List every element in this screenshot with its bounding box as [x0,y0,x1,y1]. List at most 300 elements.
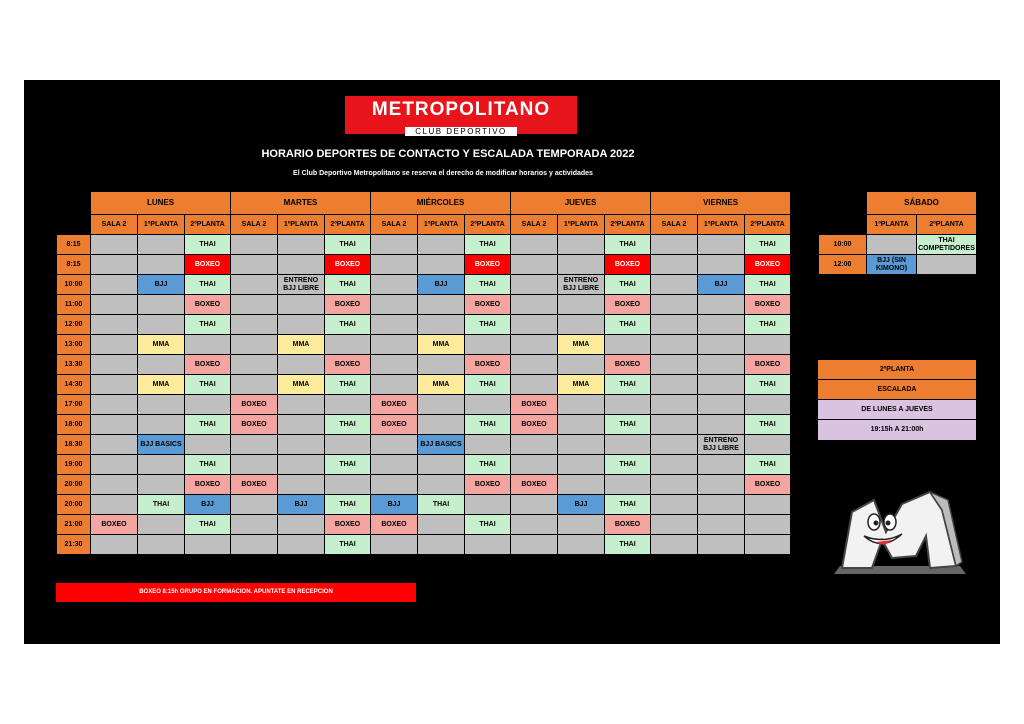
escalada-days: DE LUNES A JUEVES [818,400,976,420]
room-header: 2ºPLANTA [325,215,371,235]
schedule-cell: BOXEO [325,295,371,315]
schedule-cell [698,295,745,315]
schedule-cell [558,235,605,255]
schedule-cell [465,535,511,555]
schedule-cell [371,355,418,375]
schedule-cell [558,515,605,535]
schedule-cell [651,455,698,475]
schedule-cell: BJJ [185,495,231,515]
schedule-cell: BOXEO [185,295,231,315]
page-title: HORARIO DEPORTES DE CONTACTO Y ESCALADA TEMPORADA 2022 [261,148,635,160]
schedule-cell: THAI [325,315,371,335]
schedule-cell [651,515,698,535]
schedule-cell [418,415,465,435]
schedule-cell: BOXEO [465,475,511,495]
schedule-cell: THAI [745,275,791,295]
schedule-cell [605,435,651,455]
schedule-row [57,495,791,515]
escalada-box [818,360,976,440]
escalada-floor: 2ºPLANTA [818,360,976,380]
schedule-cell [558,415,605,435]
time-slot-label: 20:00 [57,475,91,495]
schedule-cell [231,515,278,535]
schedule-cell: THAI [605,495,651,515]
room-header: 1ºPLANTA [558,215,605,235]
schedule-cell [558,455,605,475]
schedule-cell: BJJ [698,275,745,295]
schedule-cell [698,335,745,355]
time-slot-label: 19:00 [57,455,91,475]
schedule-cell [698,475,745,495]
schedule-cell [231,315,278,335]
schedule-cell: THAI [605,455,651,475]
schedule-cell: THAI [325,375,371,395]
schedule-cell [91,335,138,355]
schedule-cell: THAI [605,275,651,295]
schedule-cell [511,515,558,535]
schedule-cell [278,355,325,375]
boxeo-notice-banner: BOXEO 8:15h GRUPO EN FORMACION. APUNTATE EN RECEPCION [56,583,416,602]
room-header: 2ºPLANTA [465,215,511,235]
schedule-cell: BOXEO [745,255,791,275]
schedule-cell: THAI [325,275,371,295]
schedule-cell [418,315,465,335]
schedule-cell: BOXEO [745,295,791,315]
schedule-cell [745,535,791,555]
schedule-cell [138,255,185,275]
schedule-cell: THAI [325,235,371,255]
schedule-cell: BOXEO [511,475,558,495]
schedule-cell: THAI [465,315,511,335]
smiling-letter-m-mascot-icon [830,470,970,580]
schedule-row [57,415,791,435]
time-slot-label: 21:00 [57,515,91,535]
schedule-cell: BJJ [418,275,465,295]
logo-name: METROPOLITANO [371,99,551,120]
schedule-cell [91,495,138,515]
schedule-cell [511,315,558,335]
schedule-cell: THAI COMPETIDORES [917,235,977,255]
saturday-row [819,255,977,275]
schedule-row [57,535,791,555]
schedule-cell: BOXEO [325,255,371,275]
schedule-cell [651,335,698,355]
room-header: SALA 2 [231,215,278,235]
schedule-row [57,235,791,255]
schedule-cell [698,315,745,335]
schedule-cell: MMA [558,335,605,355]
schedule-cell [91,375,138,395]
time-slot-label: 18:00 [57,415,91,435]
schedule-cell: THAI [465,455,511,475]
schedule-cell [325,395,371,415]
schedule-cell [558,535,605,555]
schedule-cell [138,475,185,495]
room-header: 1ºPLANTA [867,215,917,235]
schedule-cell [91,435,138,455]
schedule-cell [558,355,605,375]
schedule-cell [558,315,605,335]
schedule-cell [371,315,418,335]
schedule-cell [511,455,558,475]
schedule-cell [91,275,138,295]
schedule-cell [511,335,558,355]
schedule-cell [371,475,418,495]
schedule-cell [231,535,278,555]
schedule-cell: BOXEO [605,515,651,535]
schedule-cell: MMA [558,375,605,395]
schedule-cell [231,435,278,455]
schedule-cell: THAI [745,455,791,475]
schedule-cell [278,435,325,455]
schedule-cell [511,375,558,395]
schedule-cell [138,395,185,415]
schedule-row [57,515,791,535]
day-header-lunes: LUNES [91,192,231,215]
schedule-row [57,295,791,315]
schedule-cell: THAI [325,535,371,555]
schedule-cell: THAI [325,495,371,515]
schedule-cell [698,375,745,395]
time-slot-label: 11:00 [57,295,91,315]
schedule-row [57,255,791,275]
time-slot-label: 8:15 [57,255,91,275]
schedule-row [57,475,791,495]
schedule-cell [651,395,698,415]
schedule-cell [511,295,558,315]
time-slot-label: 17:00 [57,395,91,415]
schedule-cell [698,415,745,435]
schedule-cell [231,255,278,275]
logo-tagline: CLUB DEPORTIVO [405,127,517,136]
schedule-cell [651,355,698,375]
schedule-cell: MMA [278,335,325,355]
room-header: 1ºPLANTA [418,215,465,235]
schedule-cell [418,255,465,275]
schedule-cell [278,455,325,475]
schedule-cell [231,455,278,475]
schedule-cell [91,235,138,255]
schedule-cell [418,475,465,495]
time-slot-label: 21:30 [57,535,91,555]
schedule-cell: BJJ [138,275,185,295]
schedule-cell [605,395,651,415]
schedule-cell [278,515,325,535]
schedule-cell [231,235,278,255]
schedule-cell [278,295,325,315]
schedule-cell [371,435,418,455]
schedule-cell: BOXEO [745,355,791,375]
time-slot-label: 12:00 [819,255,867,275]
room-header: SALA 2 [651,215,698,235]
time-slot-label: 14:30 [57,375,91,395]
schedule-cell [418,295,465,315]
schedule-row [57,315,791,335]
schedule-cell [418,535,465,555]
schedule-row [57,275,791,295]
schedule-cell: BOXEO [605,355,651,375]
schedule-cell [698,535,745,555]
schedule-cell: ENTRENO BJJ LIBRE [558,275,605,295]
time-slot-label: 13:30 [57,355,91,375]
schedule-row [57,375,791,395]
schedule-cell [558,295,605,315]
schedule-cell: MMA [138,375,185,395]
schedule-cell: THAI [745,315,791,335]
day-header-martes: MARTES [231,192,371,215]
schedule-cell: BOXEO [325,355,371,375]
schedule-cell: THAI [605,535,651,555]
schedule-cell: THAI [605,415,651,435]
schedule-row [57,355,791,375]
schedule-cell [698,395,745,415]
schedule-cell: BOXEO [371,395,418,415]
schedule-cell [91,475,138,495]
schedule-cell [91,415,138,435]
schedule-cell [511,495,558,515]
schedule-cell: THAI [185,415,231,435]
schedule-cell: THAI [185,315,231,335]
schedule-cell [278,535,325,555]
schedule-cell: THAI [185,375,231,395]
schedule-cell: BOXEO [465,355,511,375]
schedule-cell [745,435,791,455]
schedule-cell [418,455,465,475]
schedule-row [57,395,791,415]
room-header: 2ºPLANTA [745,215,791,235]
schedule-cell [371,375,418,395]
schedule-cell [465,395,511,415]
schedule-cell: BOXEO [185,475,231,495]
saturday-schedule-table [818,191,977,275]
schedule-cell: BOXEO [745,475,791,495]
schedule-cell [465,335,511,355]
schedule-cell [371,535,418,555]
schedule-cell [278,395,325,415]
schedule-cell [558,395,605,415]
schedule-cell [651,315,698,335]
schedule-cell: THAI [605,315,651,335]
weekday-schedule-table [56,191,791,555]
schedule-cell [91,315,138,335]
schedule-cell [418,355,465,375]
day-header-sabado: SÁBADO [867,192,977,215]
schedule-cell: ENTRENO BJJ LIBRE [698,435,745,455]
room-header: 2ºPLANTA [917,215,977,235]
schedule-cell [371,455,418,475]
schedule-cell [371,235,418,255]
schedule-cell [231,495,278,515]
saturday-row [819,235,977,255]
schedule-cell: THAI [138,495,185,515]
schedule-cell: BOXEO [605,255,651,275]
schedule-cell [91,455,138,475]
schedule-cell [698,235,745,255]
schedule-cell: THAI [185,235,231,255]
schedule-cell [651,275,698,295]
schedule-cell [511,275,558,295]
schedule-cell [231,295,278,315]
schedule-cell [651,255,698,275]
schedule-cell [745,495,791,515]
schedule-cell: BJJ BASICS [138,435,185,455]
room-header: SALA 2 [371,215,418,235]
schedule-cell: THAI [465,375,511,395]
schedule-cell: THAI [745,235,791,255]
schedule-cell: THAI [465,515,511,535]
schedule-cell [371,255,418,275]
schedule-cell [185,535,231,555]
schedule-cell: BOXEO [185,355,231,375]
schedule-cell [698,455,745,475]
schedule-cell [745,515,791,535]
schedule-cell [698,515,745,535]
schedule-cell [325,335,371,355]
escalada-hours: 19:15h A 21:00h [818,420,976,440]
schedule-cell [418,395,465,415]
schedule-cell [418,235,465,255]
schedule-cell [511,535,558,555]
schedule-cell: THAI [745,375,791,395]
schedule-cell: MMA [418,335,465,355]
schedule-cell: THAI [745,415,791,435]
schedule-cell [605,475,651,495]
day-header-jueves: JUEVES [511,192,651,215]
schedule-cell [558,435,605,455]
schedule-cell: BOXEO [231,475,278,495]
schedule-cell [278,315,325,335]
room-header: 1ºPLANTA [278,215,325,235]
schedule-cell: THAI [185,455,231,475]
schedule-cell: BOXEO [371,515,418,535]
schedule-cell [138,415,185,435]
schedule-cell [511,235,558,255]
schedule-cell [231,275,278,295]
schedule-cell [698,255,745,275]
schedule-cell: ENTRENO BJJ LIBRE [278,275,325,295]
schedule-cell [511,255,558,275]
schedule-cell: BOXEO [511,415,558,435]
schedule-cell [511,355,558,375]
schedule-row [57,335,791,355]
schedule-cell [91,255,138,275]
schedule-cell [185,395,231,415]
schedule-cell [325,475,371,495]
schedule-cell [185,335,231,355]
schedule-cell [91,355,138,375]
schedule-cell [138,355,185,375]
schedule-cell [651,535,698,555]
schedule-cell [278,415,325,435]
schedule-cell: THAI [605,235,651,255]
schedule-cell: THAI [418,495,465,515]
time-slot-label: 13:00 [57,335,91,355]
schedule-cell [651,475,698,495]
schedule-cell [91,295,138,315]
schedule-cell [185,435,231,455]
time-slot-label: 12:00 [57,315,91,335]
schedule-cell: BOXEO [371,415,418,435]
room-header: 2ºPLANTA [185,215,231,235]
room-header: 1ºPLANTA [698,215,745,235]
time-slot-label: 18:30 [57,435,91,455]
schedule-row [57,455,791,475]
club-logo [345,96,577,134]
schedule-cell [917,255,977,275]
schedule-cell [651,415,698,435]
schedule-cell [231,355,278,375]
time-slot-label: 10:00 [819,235,867,255]
schedule-cell: BOXEO [325,515,371,535]
time-slot-label: 10:00 [57,275,91,295]
schedule-cell [511,435,558,455]
day-header-viernes: VIERNES [651,192,791,215]
time-slot-label: 8:15 [57,235,91,255]
schedule-cell [138,535,185,555]
schedule-cell [558,475,605,495]
schedule-cell [698,355,745,375]
schedule-cell [651,435,698,455]
schedule-cell [867,235,917,255]
room-header: 1ºPLANTA [138,215,185,235]
schedule-cell: THAI [465,415,511,435]
schedule-cell: THAI [325,415,371,435]
schedule-cell: THAI [325,455,371,475]
room-header: 2ºPLANTA [605,215,651,235]
room-header: SALA 2 [91,215,138,235]
schedule-cell: BOXEO [511,395,558,415]
schedule-cell [278,475,325,495]
schedule-cell: MMA [138,335,185,355]
room-header: SALA 2 [511,215,558,235]
schedule-cell: BJJ [371,495,418,515]
schedule-cell [91,395,138,415]
schedule-cell: MMA [278,375,325,395]
schedule-cell [138,455,185,475]
schedule-cell [418,515,465,535]
day-header-miercoles: MIÉRCOLES [371,192,511,215]
schedule-cell [278,235,325,255]
page-subtitle: El Club Deportivo Metropolitano se reserva el derecho de modificar horarios y actividades [293,170,593,177]
schedule-cell: THAI [605,375,651,395]
schedule-cell [371,295,418,315]
schedule-cell [651,375,698,395]
schedule-cell: THAI [465,235,511,255]
schedule-cell [558,255,605,275]
schedule-cell [371,275,418,295]
schedule-cell [651,495,698,515]
schedule-cell [698,495,745,515]
schedule-cell [138,315,185,335]
time-slot-label: 20:00 [57,495,91,515]
escalada-name: ESCALADA [818,380,976,400]
schedule-cell: BJJ [558,495,605,515]
schedule-cell [138,515,185,535]
schedule-cell: BOXEO [605,295,651,315]
schedule-cell: MMA [418,375,465,395]
schedule-cell: BJJ BASICS [418,435,465,455]
schedule-cell [91,535,138,555]
schedule-cell: BJJ [278,495,325,515]
schedule-cell: BOXEO [185,255,231,275]
schedule-cell: BOXEO [231,415,278,435]
schedule-cell [745,395,791,415]
schedule-cell [651,235,698,255]
schedule-cell: BOXEO [465,255,511,275]
schedule-cell [605,335,651,355]
schedule-cell [231,335,278,355]
schedule-cell [465,495,511,515]
